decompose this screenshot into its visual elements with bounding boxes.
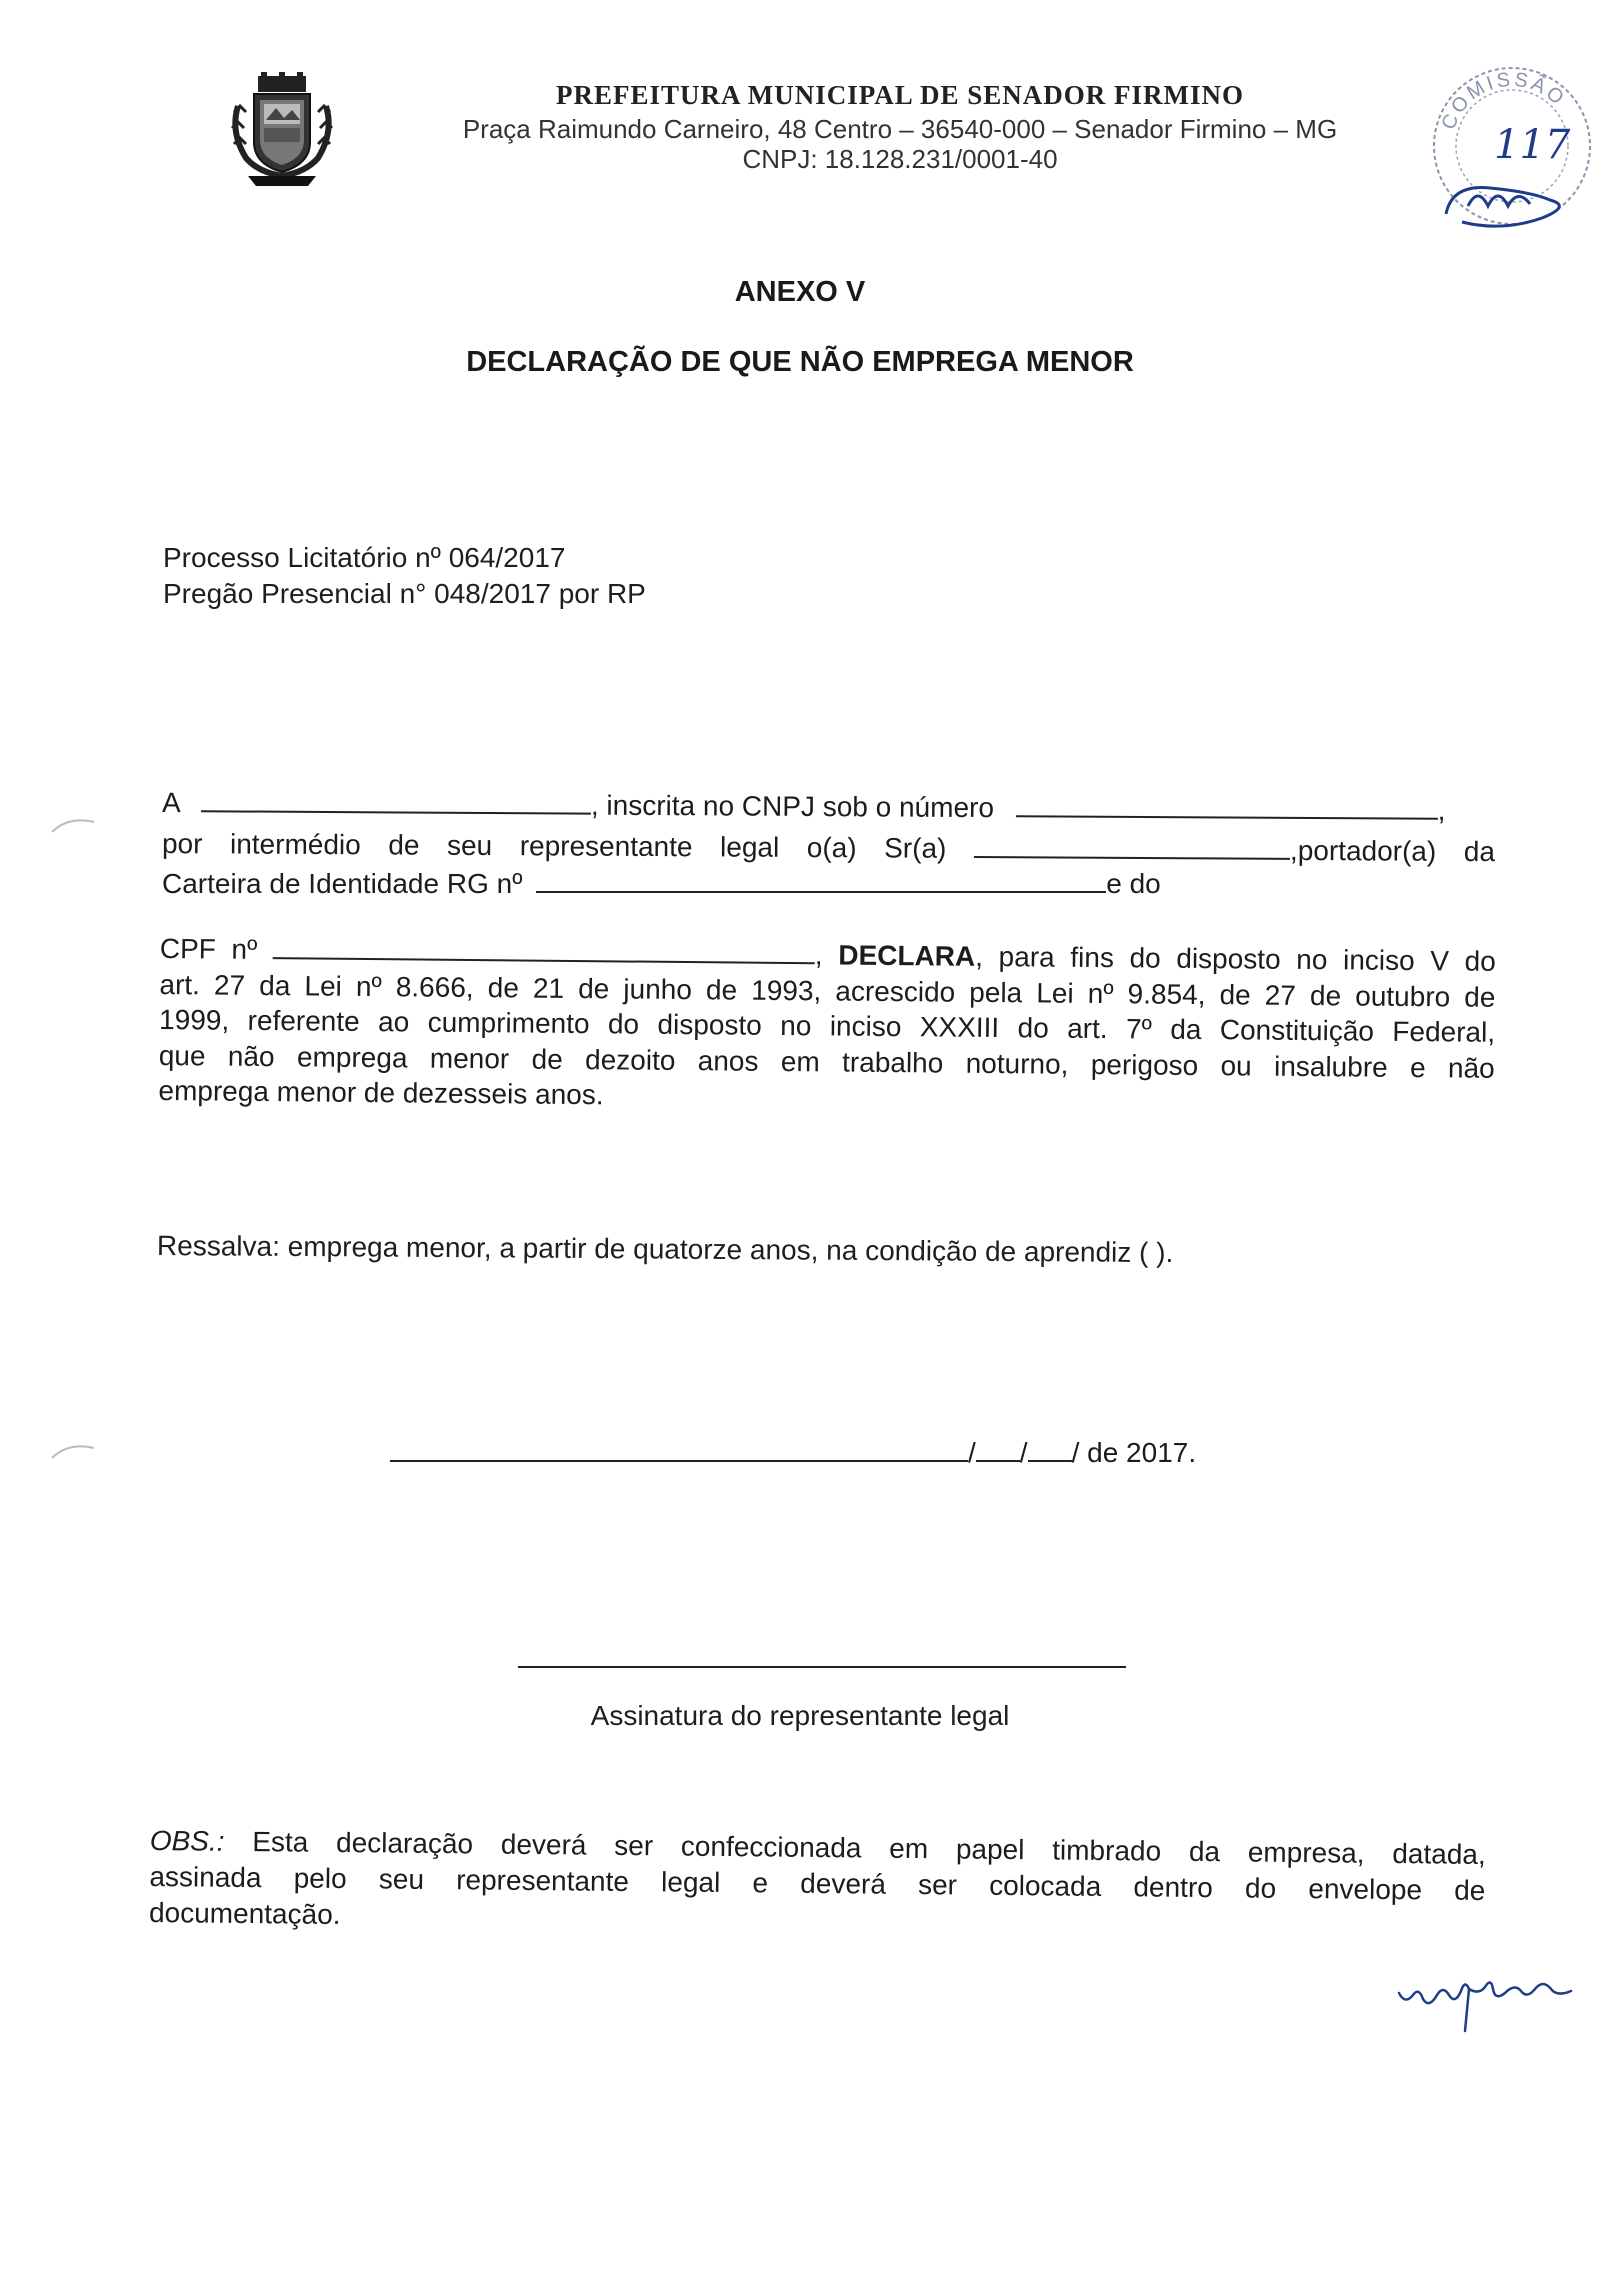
company-cnpj-field[interactable]	[1016, 789, 1438, 820]
label-rg: Carteira de Identidade RG nº	[162, 868, 523, 899]
place-field[interactable]	[390, 1434, 968, 1462]
representative-name-field[interactable]	[974, 830, 1290, 860]
label-e-do: e do	[1106, 868, 1161, 899]
declaration-title: DECLARAÇÃO DE QUE NÃO EMPREGA MENOR	[466, 346, 1134, 378]
process-number: Processo Licitatório nº 064/2017	[163, 542, 566, 573]
header-cnpj: CNPJ: 18.128.231/0001-40	[742, 144, 1058, 174]
label-cnpj-number: , inscrita no CNPJ sob o número	[590, 789, 995, 824]
label-portador: ,portador(a) da	[1289, 834, 1496, 868]
obs-paragraph	[149, 1823, 1486, 1945]
company-name-field[interactable]	[201, 784, 591, 814]
cpf-number-field[interactable]	[273, 931, 815, 964]
handwritten-initials	[1395, 1965, 1575, 2035]
header-org-name: PREFEITURA MUNICIPAL DE SENADOR FIRMINO	[555, 80, 1245, 110]
margin-mark	[48, 808, 98, 838]
month-field[interactable]	[1028, 1434, 1072, 1462]
signature-field[interactable]	[518, 1666, 1126, 1668]
date-line: / / / de 2017.	[390, 1434, 1196, 1469]
declaration-line-5: emprega menor de dezesseis anos.	[158, 1074, 604, 1111]
declaration-line-4: que não emprega menor de dezoito anos em trabalho noturno, perigoso ou insalubre e não	[158, 1039, 1495, 1084]
obs-label: OBS.:	[149, 1824, 225, 1857]
label-representative: por intermédio de seu representante legal o(a) Sr(a)	[161, 828, 947, 864]
declaration-line-3: 1999, referente ao cumprimento do disposto no inciso XXXIII do art. 7º da Constituição Federal,	[158, 1003, 1496, 1048]
label-cpf: CPF nº	[159, 932, 258, 965]
commission-stamp	[1422, 56, 1600, 234]
stamp-number: 117	[1494, 122, 1571, 168]
rg-number-field[interactable]	[536, 865, 1106, 893]
form-row-company	[162, 784, 1495, 829]
declaration-paragraph	[158, 930, 1496, 1121]
header-address: Praça Raimundo Carneiro, 48 Centro – 36540-000 – Senador Firmino – MG	[462, 114, 1338, 144]
obs-line-1: OBS.: Esta declaração deverá ser confeccionada em papel timbrado da empresa, datada,	[149, 1824, 1486, 1870]
form-row-representative	[162, 825, 1495, 870]
declaration-line-1: CPF nº , DECLARA, para fins do disposto no inciso V do	[159, 932, 1496, 977]
ressalva-text: Ressalva: emprega menor, a partir de quatorze anos, na condição de aprendiz ( ).	[156, 1230, 1174, 1269]
margin-mark	[48, 1434, 98, 1464]
label-comma: ,	[1437, 794, 1446, 826]
form-row-rg	[162, 865, 1161, 902]
stamp-arc-text: COMISSÃO	[1437, 68, 1571, 133]
pregao-number: Pregão Presencial n° 048/2017 por RP	[163, 578, 646, 609]
annex-title: ANEXO V	[734, 276, 866, 308]
date-year: / de 2017.	[1071, 1437, 1197, 1468]
municipal-crest-logo	[228, 72, 336, 190]
declara-keyword: DECLARA	[838, 939, 976, 972]
obs-line-3: documentação.	[148, 1896, 341, 1930]
signature-label: Assinatura do representante legal	[590, 1700, 1010, 1731]
declaration-line-2: art. 27 da Lei nº 8.666, de 21 de junho de 1993, acrescido pela Lei nº 9.854, de 27 de outubro de	[159, 968, 1496, 1013]
obs-line-2: assinada pelo seu representante legal e deverá ser colocada dentro do envelope de	[149, 1860, 1486, 1906]
label-a: A	[161, 787, 180, 819]
day-field[interactable]	[976, 1434, 1020, 1462]
